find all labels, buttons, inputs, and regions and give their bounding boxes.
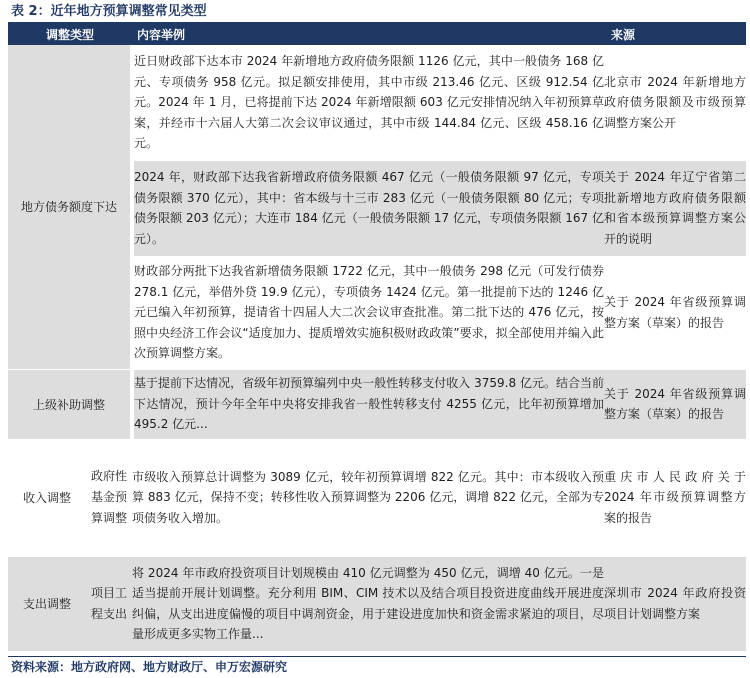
content-cell: 财政部分两批下达我省新增债务限额 1722 亿元，其中一般债务 298 亿元（可发行债券 278.1 亿元，举借外贷 19.9 亿元），专项债务 1424 亿元。第一批提前下达的 1246 亿元已编入年初预算，提请省十四届人大二次会议审查批准。第二批下达的 476 亿元，按照中央经济工作会议“适度加力、提质增效实施积极财政政策”要求，拟全部使用并编入此次预算调整方案。	[132, 256, 604, 369]
content-cell: 市级收入预算总计调整为 3089 亿元，较年初预算调增 822 亿元。其中：市本级收入预算 883 亿元，保持不变；转移性收入预算调整为 2206 亿元，调增 822 亿元，全部为专项债务收入增加。	[132, 439, 604, 556]
content-cell: 基于提前下达情况，省级年初预算编列中央一般性转移支付收入 3759.8 亿元。结合当前下达情况，预计今年全年中央将安排我省一般性转移支付 4255 亿元，比年初预算增加 495.2 亿元...	[132, 369, 604, 439]
table-row	[8, 45, 746, 160]
source-cell: 深圳市 2024 年政府投资项目计划调整方案	[604, 556, 746, 651]
subcategory-cell: 政府性基金预算调整	[86, 439, 132, 556]
source-cell: 关于 2024 年辽宁省第二批新增地方政府债务限额和省本级预算调整方案公开的说明	[604, 160, 746, 256]
header-row	[8, 23, 746, 45]
table-title: 表 2：近年地方预算调整常见类型	[11, 4, 207, 19]
category-cell: 地方债务额度下达	[8, 45, 132, 369]
source-cell: 北京市 2024 年新增地方政府债务限额及市级预算调整方案公开	[604, 45, 746, 160]
source-cell: 重庆市人民政府关于 2024 年市级预算调整方案的报告	[604, 439, 746, 556]
content-cell: 将 2024 年市政府投资项目计划规模由 410 亿元调整为 450 亿元，调增 40 亿元。一是适当提前开展计划调整。充分利用 BIM、CIM 技术以及结合项目投资进度曲线开展进度纠偏，从支出进度偏慢的项目中调剂资金，用于建设进度加快和资金需求紧迫的项目，尽量形成更多实物工作量...	[132, 556, 604, 651]
source-cell: 关于 2024 年省级预算调整方案（草案）的报告	[604, 256, 746, 369]
content-cell: 近日财政部下达本市 2024 年新增地方政府债务限额 1126 亿元，其中一般债务 168 亿元、专项债务 958 亿元。拟足额安排使用，其中市级 213.46 亿元、区级 912.54 亿元。2024 年 1 月，已将提前下达 2024 年新增限额 603 亿元安排情况纳入年初预算草案，并经市十六届人大第二次会议审议通过，其中市级 144.84 亿元、区级 458.16 亿元。	[132, 45, 604, 160]
header-type: 调整类型	[8, 23, 132, 45]
source-cell: 关于 2024 年省级预算调整方案（草案）的报告	[604, 369, 746, 439]
content-cell: 2024 年，财政部下达我省新增政府债务限额 467 亿元（一般债务限额 97 亿元，专项债务限额 370 亿元），其中：省本级与十三市 283 亿元（一般债务限额 80 亿元；专项债务限额 203 亿元）；大连市 184 亿元（一般债务限额 17 亿元，专项债务限额 167 亿元）。	[132, 160, 604, 256]
budget-adjustment-table	[8, 23, 746, 652]
source-note: 资料来源：地方政府网、地方财政厅、申万宏源研究	[11, 660, 288, 674]
table-row	[8, 369, 746, 439]
table-row	[8, 556, 746, 651]
header-source: 来源	[604, 23, 746, 45]
table-row	[8, 439, 746, 556]
category-cell: 收入调整	[8, 439, 86, 556]
subcategory-cell: 项目工程支出	[86, 556, 132, 651]
category-cell: 上级补助调整	[8, 369, 132, 439]
header-content: 内容举例	[132, 23, 604, 45]
category-cell: 支出调整	[8, 556, 86, 651]
